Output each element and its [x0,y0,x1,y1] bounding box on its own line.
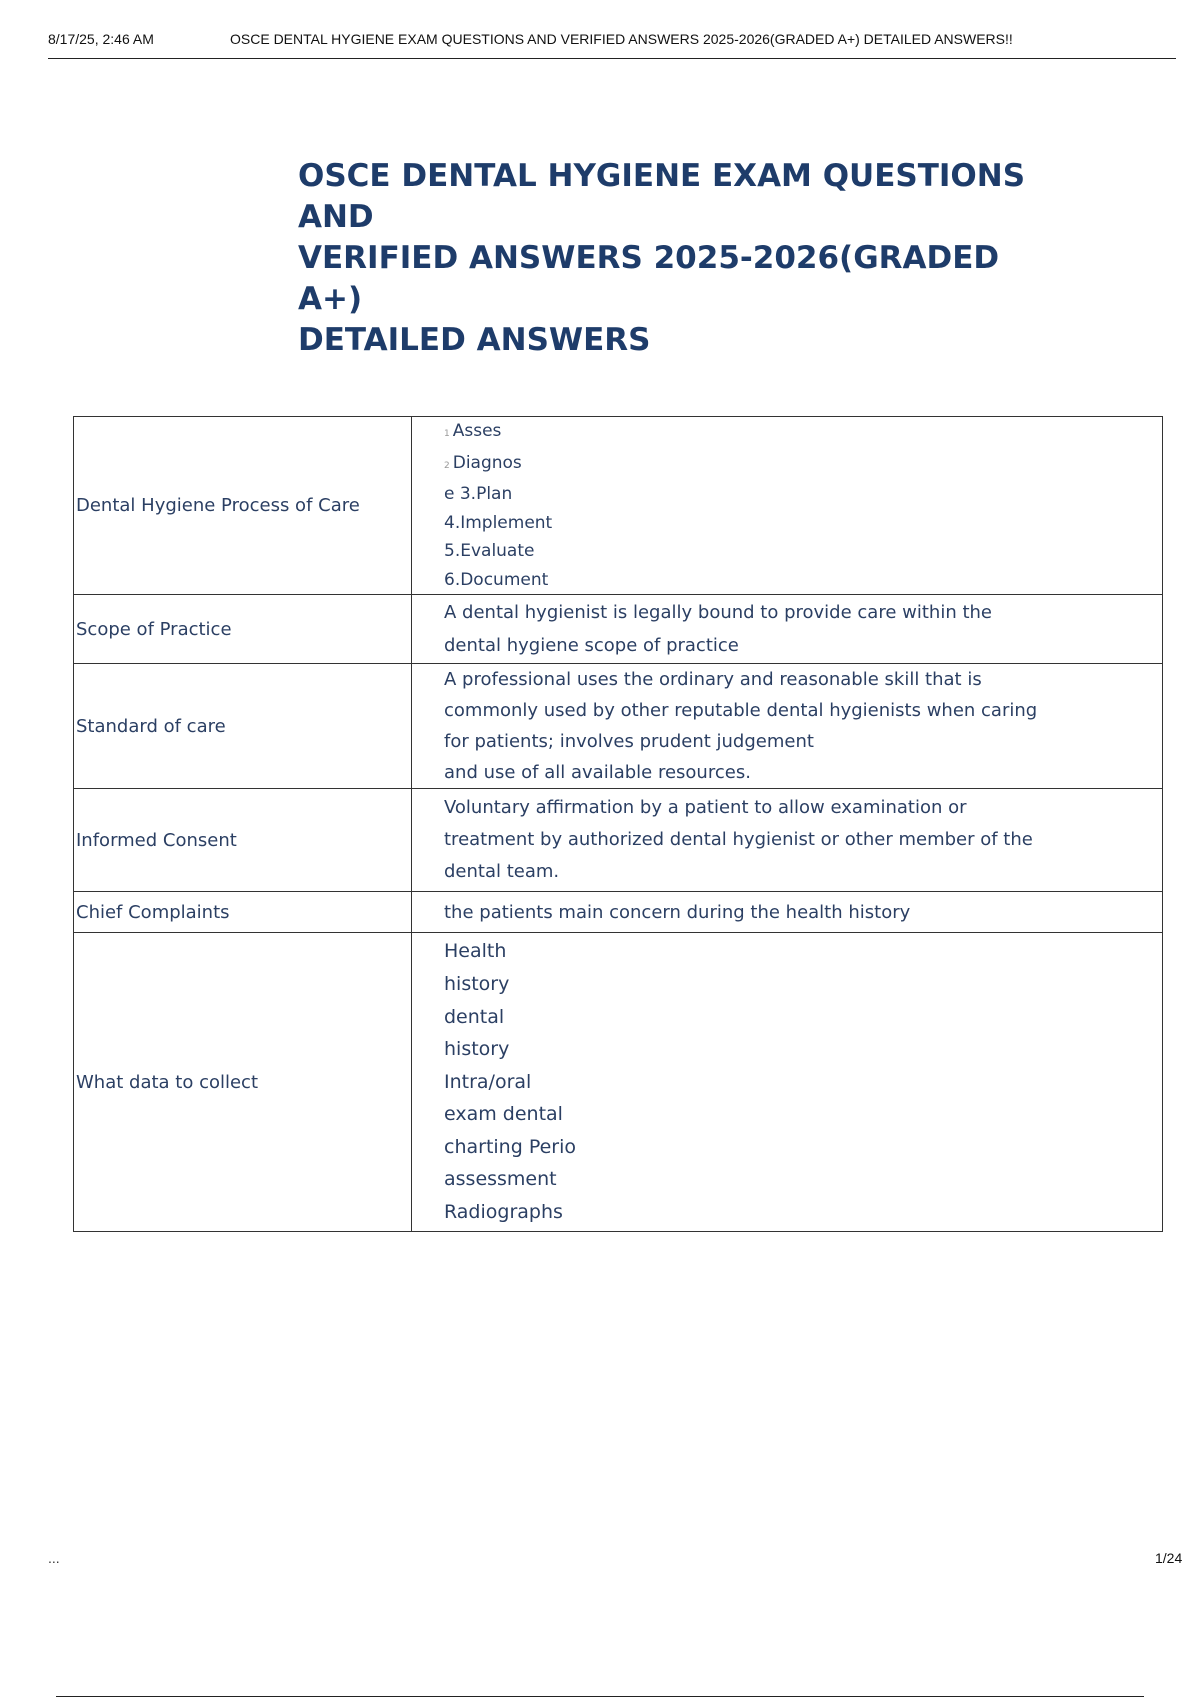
answer-line: Intra/oral [444,1070,532,1093]
term-cell: Standard of care [74,664,412,789]
answer-cell [412,789,1163,892]
answer-line: charting Perio [444,1135,576,1158]
answer-line: history [444,1038,510,1061]
table-row [74,892,1163,933]
answer-line: dental team. [444,861,560,882]
page-number: 1/24 [1155,1550,1183,1566]
qa-table [73,416,1163,1232]
answer-line: Voluntary affirmation by a patient to allow examination or [444,797,967,818]
title-line-1: OSCE DENTAL HYGIENE EXAM QUESTIONS AND [298,158,1026,235]
answer-cell [412,417,1163,595]
table-row [74,789,1163,892]
table-row [74,595,1163,664]
answer-cell [412,664,1163,789]
term-cell: What data to collect [74,933,412,1232]
answer-line: exam dental [444,1103,563,1126]
list-marker: 1 [444,429,450,439]
answer-line: dental hygiene scope of practice [444,635,739,656]
page-title [298,156,1058,361]
answer-line: 4.Implement [444,512,553,533]
title-line-2: VERIFIED ANSWERS 2025-2026(GRADED A+) [298,240,1000,317]
answer-line: dental [444,1005,505,1028]
answer-line: Health [444,940,507,963]
answer-line: for patients; involves prudent judgement [444,731,814,752]
answer-line: A dental hygienist is legally bound to provide care within the [444,602,992,623]
answer-line: 2 Diagnos [444,452,522,473]
term-cell: Dental Hygiene Process of Care [74,417,412,595]
answer-line: 5.Evaluate [444,541,535,561]
list-marker: 2 [444,460,450,471]
answer-line: Radiographs [444,1201,563,1224]
answer-line: A professional uses the ordinary and reasonable skill that is [444,669,982,690]
title-line-3: DETAILED ANSWERS [298,322,651,358]
answer-cell [412,595,1163,664]
print-date: 8/17/25, 2:46 AM [48,31,154,47]
answer-line: assessment [444,1168,557,1191]
print-doc-title: OSCE DENTAL HYGIENE EXAM QUESTIONS AND VERIFIED ANSWERS 2025-2026(GRADED A+) DETAILED ANSWERS!! [230,31,1013,47]
term-cell: Chief Complaints [74,892,412,933]
answer-line: history [444,972,510,995]
answer-line: 6.Document [444,569,549,590]
table-row [74,933,1163,1232]
table-row [74,664,1163,789]
bottom-divider [56,1696,1144,1697]
table-row [74,417,1163,595]
answer-line: e 3.Plan [444,484,513,504]
answer-line: 1 Asses [444,421,502,441]
footer-ellipsis: ... [48,1550,60,1566]
answer-cell [412,933,1163,1232]
answer-cell [412,892,1163,933]
answer-line: and use of all available resources. [444,762,751,783]
answer-line: commonly used by other reputable dental hygienists when caring [444,700,1038,721]
term-cell: Informed Consent [74,789,412,892]
print-header [48,28,1176,59]
term-cell: Scope of Practice [74,595,412,664]
answer-line: the patients main concern during the health history [444,901,911,923]
answer-line: treatment by authorized dental hygienist or other member of the [444,829,1033,850]
